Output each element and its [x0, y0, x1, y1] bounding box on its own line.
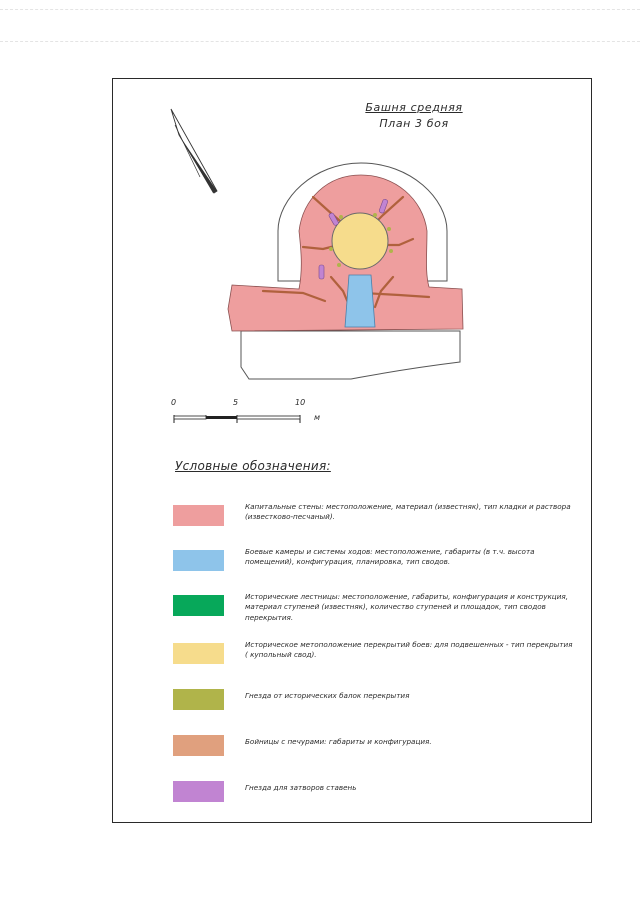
legend-swatch [173, 595, 224, 616]
plan-title: Башня средняя [365, 101, 463, 114]
scan-fold-line [0, 41, 640, 42]
legend-text: Гнезда от исторических балок перекрытия [245, 691, 410, 700]
legend-item-beam-sockets [173, 686, 573, 716]
legend-text: Гнезда для затворов ставень [245, 783, 357, 792]
legend-item-embrasures [173, 732, 573, 762]
scale-tick-5: 5 [233, 398, 239, 407]
scale-unit: м [314, 413, 321, 422]
legend-item-vault [173, 640, 573, 670]
legend-item-shutter-sockets [173, 778, 573, 808]
legend-swatch [173, 505, 224, 526]
scale-tick-10: 10 [295, 398, 306, 407]
scan-edge-line [0, 9, 640, 10]
legend-swatch [173, 735, 224, 756]
legend-text: Исторические лестницы: местоположение, габариты, конфигурация и конструкция, материал ступеней (известняк), количество ступеней и площадок, тип сводов перекрытия. [245, 592, 568, 622]
drawing-sheet [112, 78, 592, 823]
combat-passage [345, 275, 375, 327]
plan-subtitle: План 3 боя [379, 117, 449, 130]
legend-text: Бойницы с печурами: габариты и конфигурация. [245, 737, 432, 746]
legend-item-capital-walls [173, 502, 573, 532]
legend-swatch [173, 689, 224, 710]
legend-swatch [173, 781, 224, 802]
legend-swatch [173, 550, 224, 571]
vault-circle [332, 213, 388, 269]
legend-text: Историческое метоположение перекрытий боев: для подвешенных - тип перекрытия ( купольный свод). [245, 640, 573, 660]
scale-bar [174, 415, 300, 423]
scale-tick-0: 0 [171, 398, 177, 407]
legend-text: Капитальные стены: местоположение, материал (известняк), тип кладки и раствора (известково-песчаный). [245, 502, 571, 522]
legend-item-stairs [173, 592, 573, 622]
legend-item-passages [173, 547, 573, 577]
legend-text: Боевые камеры и системы ходов: местоположение, габариты (в т.ч. высота помещений), конфигурация, планировка, тип сводов. [245, 547, 535, 567]
legend-swatch [173, 643, 224, 664]
lower-wall-outline [241, 331, 460, 379]
legend-title: Условные обозначения: [175, 459, 331, 473]
